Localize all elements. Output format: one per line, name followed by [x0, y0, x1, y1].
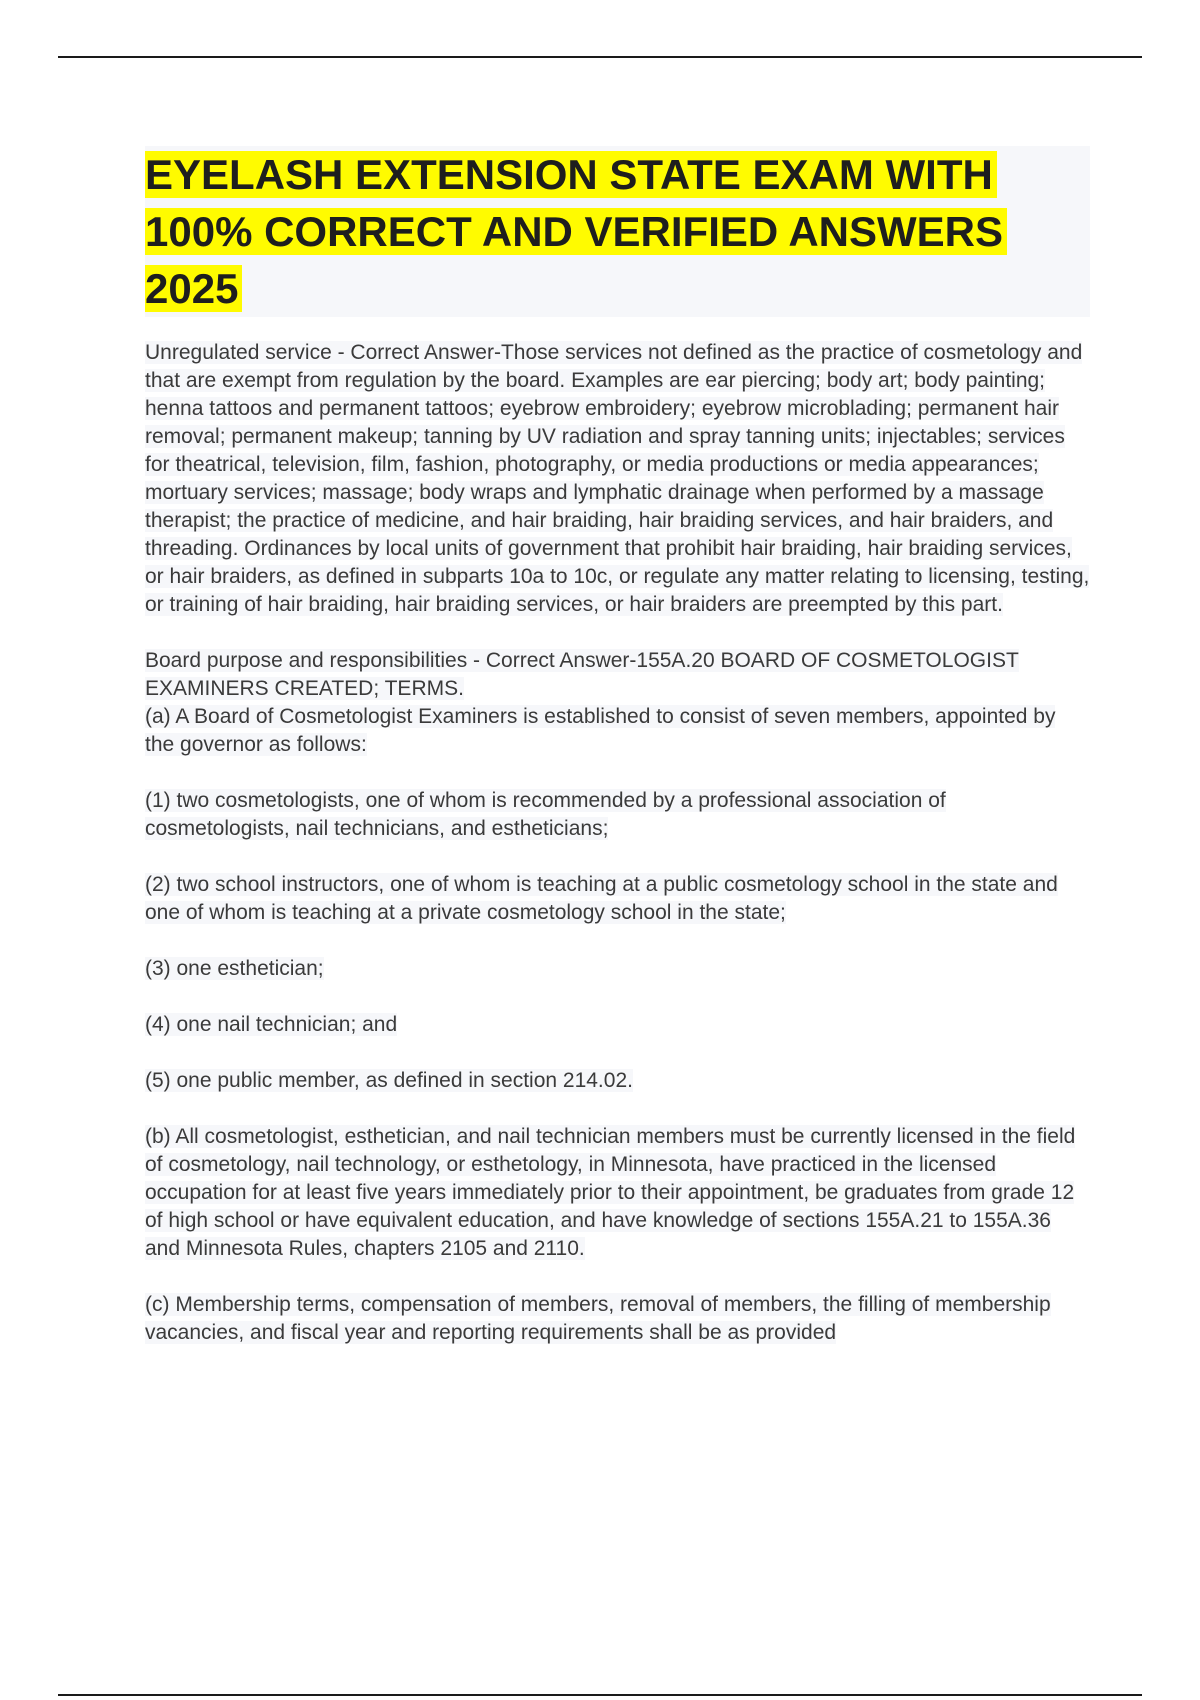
paragraph-board-purpose: Board purpose and responsibilities - Correct Answer-155A.20 BOARD OF COSMETOLOGIST EXAMINERS CREATED; TERMS. [145, 649, 1019, 700]
paragraph-section-b: (b) All cosmetologist, esthetician, and nail technician members must be currently licensed in the field of cosmetology, nail technology, or esthetology, in Minnesota, have practiced in the licensed occupation for at least five years immediately prior to their appointment, be graduates from grade 12 of high school or have equivalent education, and have knowledge of sections 155A.21 to 155A.36 and Minnesota Rules, chapters 2105 and 2110. [145, 1125, 1076, 1260]
paragraph-item-3: (3) one esthetician; [145, 957, 324, 980]
document-body [145, 146, 1090, 1375]
paragraph-item-4: (4) one nail technician; and [145, 1013, 398, 1036]
paragraph-unregulated-service: Unregulated service - Correct Answer-Those services not defined as the practice of cosmetology and that are exempt from regulation by the board. Examples are ear piercing; body art; body painting; henna tattoos and permanent tattoos; eyebrow embroidery; eyebrow microblading; permanent hair removal; permanent makeup; tanning by UV radiation and spray tanning units; injectables; services for theatrical, television, film, fashion, photography, or media productions or media appearances; mortuary services; massage; body wraps and lymphatic drainage when performed by a massage therapist; the practice of medicine, and hair braiding, hair braiding services, and hair braiders, and threading. Ordinances by local units of government that prohibit hair braiding, hair braiding services, or hair braiders, as defined in subparts 10a to 10c, or regulate any matter relating to licensing, testing, or training of hair braiding, hair braiding services, or hair braiders are preempted by this part. [145, 341, 1090, 616]
top-rule [58, 56, 1142, 58]
title-block [145, 146, 1090, 317]
paragraph-item-2: (2) two school instructors, one of whom is teaching at a public cosmetology school in the state and one of whom is teaching at a private cosmetology school in the state; [145, 873, 1058, 924]
paragraph-section-a: (a) A Board of Cosmetologist Examiners is established to consist of seven members, appointed by the governor as follows: [145, 705, 1056, 756]
document-title-text: EYELASH EXTENSION STATE EXAM WITH 100% CORRECT AND VERIFIED ANSWERS 2025 [145, 151, 1007, 312]
document-title [145, 146, 1090, 317]
paragraph-section-c: (c) Membership terms, compensation of members, removal of members, the filling of membership vacancies, and fiscal year and reporting requirements shall be as provided [145, 1293, 1051, 1344]
bottom-rule [58, 1694, 1142, 1696]
paragraph-item-1: (1) two cosmetologists, one of whom is recommended by a professional association of cosmetologists, nail technicians, and estheticians; [145, 789, 946, 840]
paragraph-item-5: (5) one public member, as defined in section 214.02. [145, 1069, 633, 1092]
